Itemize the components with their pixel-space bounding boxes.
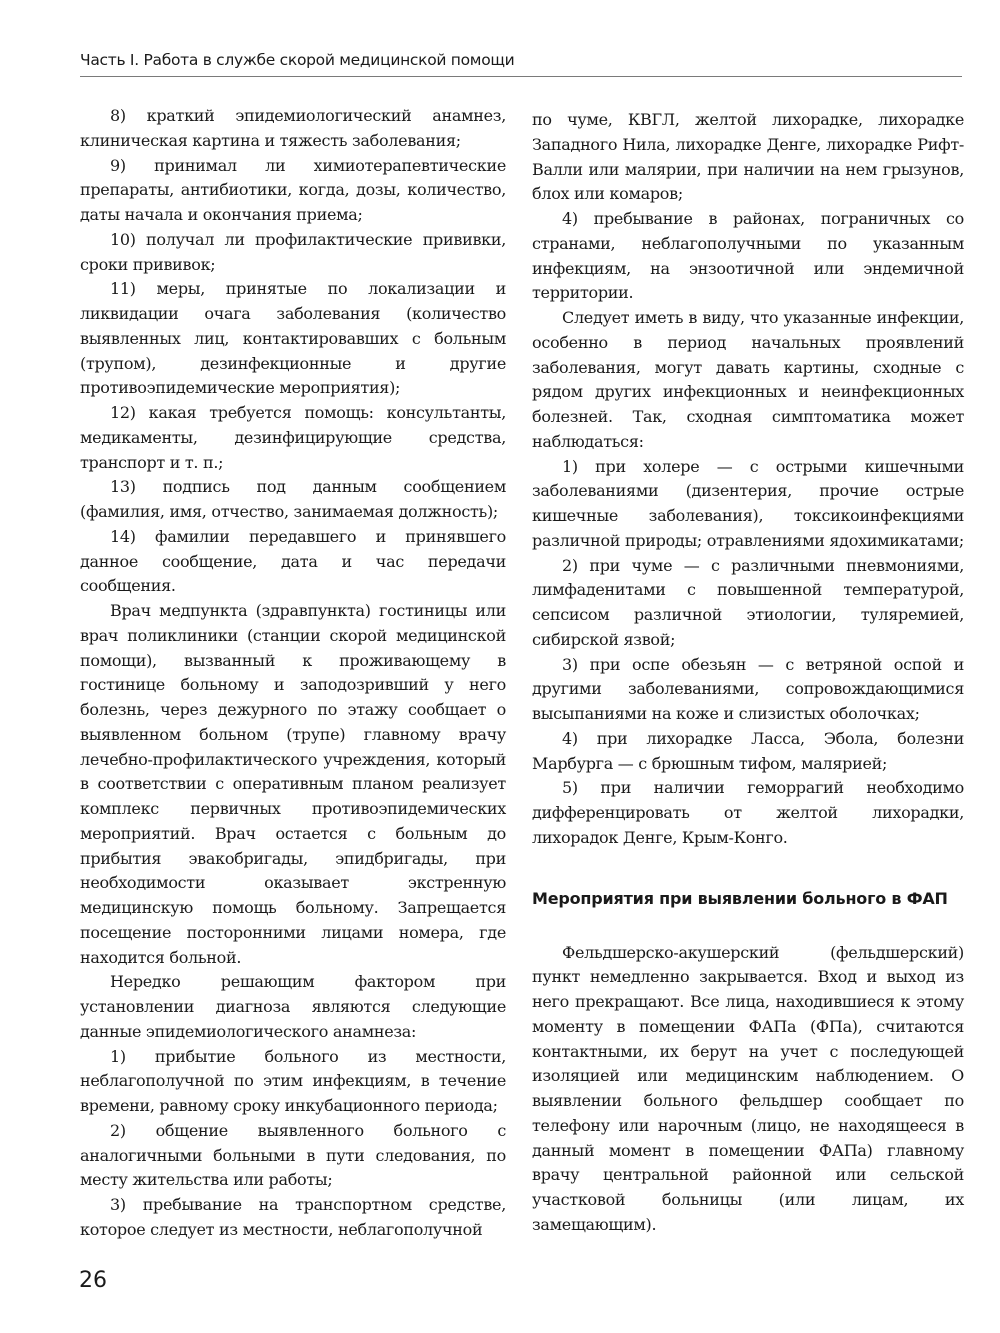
list-item-14: 14) фамилии передавшего и принявшего данное сообщение, дата и час передачи сообщения. [80, 526, 506, 596]
differential-item-4: 4) при лихорадке Ласса, Эбола, болезни Марбурга — с брюшным тифом, малярией; [532, 728, 964, 773]
anamnesis-item-4: 4) пребывание в районах, пограничных со странами, неблагополучными по указанным инфекциям, на энзоотичной или эндемичной территории. [532, 209, 964, 303]
paragraph-anamnesis-intro: Нередко решающим фактором при установлении диагноза являются следующие данные эпидемиологического анамнеза: [80, 972, 506, 1041]
running-header [80, 46, 962, 77]
differential-item-2: 2) при чуме — с различными пневмониями, лимфаденитами с повышенной температурой, сепсисом различной этиологии, туляремией, сибирской язвой; [532, 555, 964, 649]
paragraph-hotel-doctor: Врач медпункта (здравпункта) гостиницы или врач поликлиники (станции скорой медицинской помощи), вызванный к проживающему в гостинице больному и заподозривший у него болезнь, через дежурного по этажу сообщает о выявленном больном (трупе) главному врачу лечебно-профилактического учреждения, который в соответствии с оперативным планом реализует комплекс первичных противоэпидемических мероприятий. Врач остается с больным до прибытия эвакобригады, эпидбригады, при необходимости оказывает экстренную медицинскую помощь больному. Запрещается посещение посторонними лицами номера, где находится больной. [80, 601, 506, 967]
differential-item-5: 5) при наличии геморрагий необходимо дифференцировать от желтой лихорадки, лихорадок Денге, Крым-Конго. [532, 778, 964, 847]
left-column [80, 104, 506, 1243]
list-item-12: 12) какая требуется помощь: консультанты, медикаменты, дезинфицирующие средства, транспорт и т. п.; [80, 403, 506, 472]
right-column [532, 108, 964, 1238]
running-title: Часть I. Работа в службе скорой медицинской помощи [80, 51, 515, 69]
list-item-13: 13) подпись под данным сообщением (фамилия, имя, отчество, занимаемая должность); [80, 477, 506, 521]
list-item-11: 11) меры, принятые по локализации и ликвидации очага заболевания (количество выявленных лиц, контактировавших с больным (трупом), дезинфекционные и другие противоэпидемические мероприятия); [80, 279, 506, 398]
section-heading-fap: Мероприятия при выявлении больного в ФАП [532, 888, 948, 908]
anamnesis-item-1: 1) прибытие больного из местности, неблагополучной по этим инфекциям, в течение времени, равному сроку инкубационного периода; [80, 1046, 506, 1115]
anamnesis-item-2: 2) общение выявленного больного с аналогичными больными в пути следования, по месту жительства или работы; [80, 1120, 506, 1190]
anamnesis-item-3-continuation: по чуме, КВГЛ, желтой лихорадке, лихорадке Западного Нила, лихорадке Денге, лихорадке Рифт-Валли или малярии, при наличии на нем грызунов, блох или комаров; [532, 110, 964, 204]
anamnesis-item-3: 3) пребывание на транспортном средстве, которое следует из местности, неблагополучной [80, 1195, 506, 1239]
page-number: 26 [79, 1268, 107, 1293]
list-item-9: 9) принимал ли химиотерапевтические препараты, антибиотики, когда, дозы, количество, даты начала и окончания приема; [80, 155, 506, 224]
list-item-8: 8) краткий эпидемиологический анамнез, клиническая картина и тяжесть заболевания; [80, 106, 506, 150]
paragraph-similar-symptoms: Следует иметь в виду, что указанные инфекции, особенно в период начальных проявлений заболевания, могут давать картины, сходные с рядом других инфекционных и неинфекционных болезней. Так, сходная симптоматика может наблюдаться: [532, 308, 964, 451]
paragraph-fap-closure: Фельдшерско-акушерский (фельдшерский) пункт немедленно закрывается. Вход и выход из него прекращают. Все лица, находившиеся к этому моменту в помещении ФАПа (ФПа), считаются контактными, их берут на учет с последующей изоляцией или медицинским наблюдением. О выявлении больного фельдшер сообщает по телефону или нарочным (лицо, не находящееся в данный момент в помещении ФАПа) главному врачу центральной районной или сельской участковой больницы (или лицам, их замещающим). [532, 942, 964, 1234]
list-item-10: 10) получал ли профилактические прививки, сроки прививок; [80, 229, 506, 274]
differential-item-3: 3) при оспе обезьян — с ветряной оспой и другими заболеваниями, сопровождающимися высыпаниями на коже и слизистых оболочках; [532, 654, 964, 723]
differential-item-1: 1) при холере — с острыми кишечными заболеваниями (дизентерия, прочие острые кишечные заболевания), токсикоинфекциями различной природы; отравлениями ядохимикатами; [532, 456, 964, 550]
